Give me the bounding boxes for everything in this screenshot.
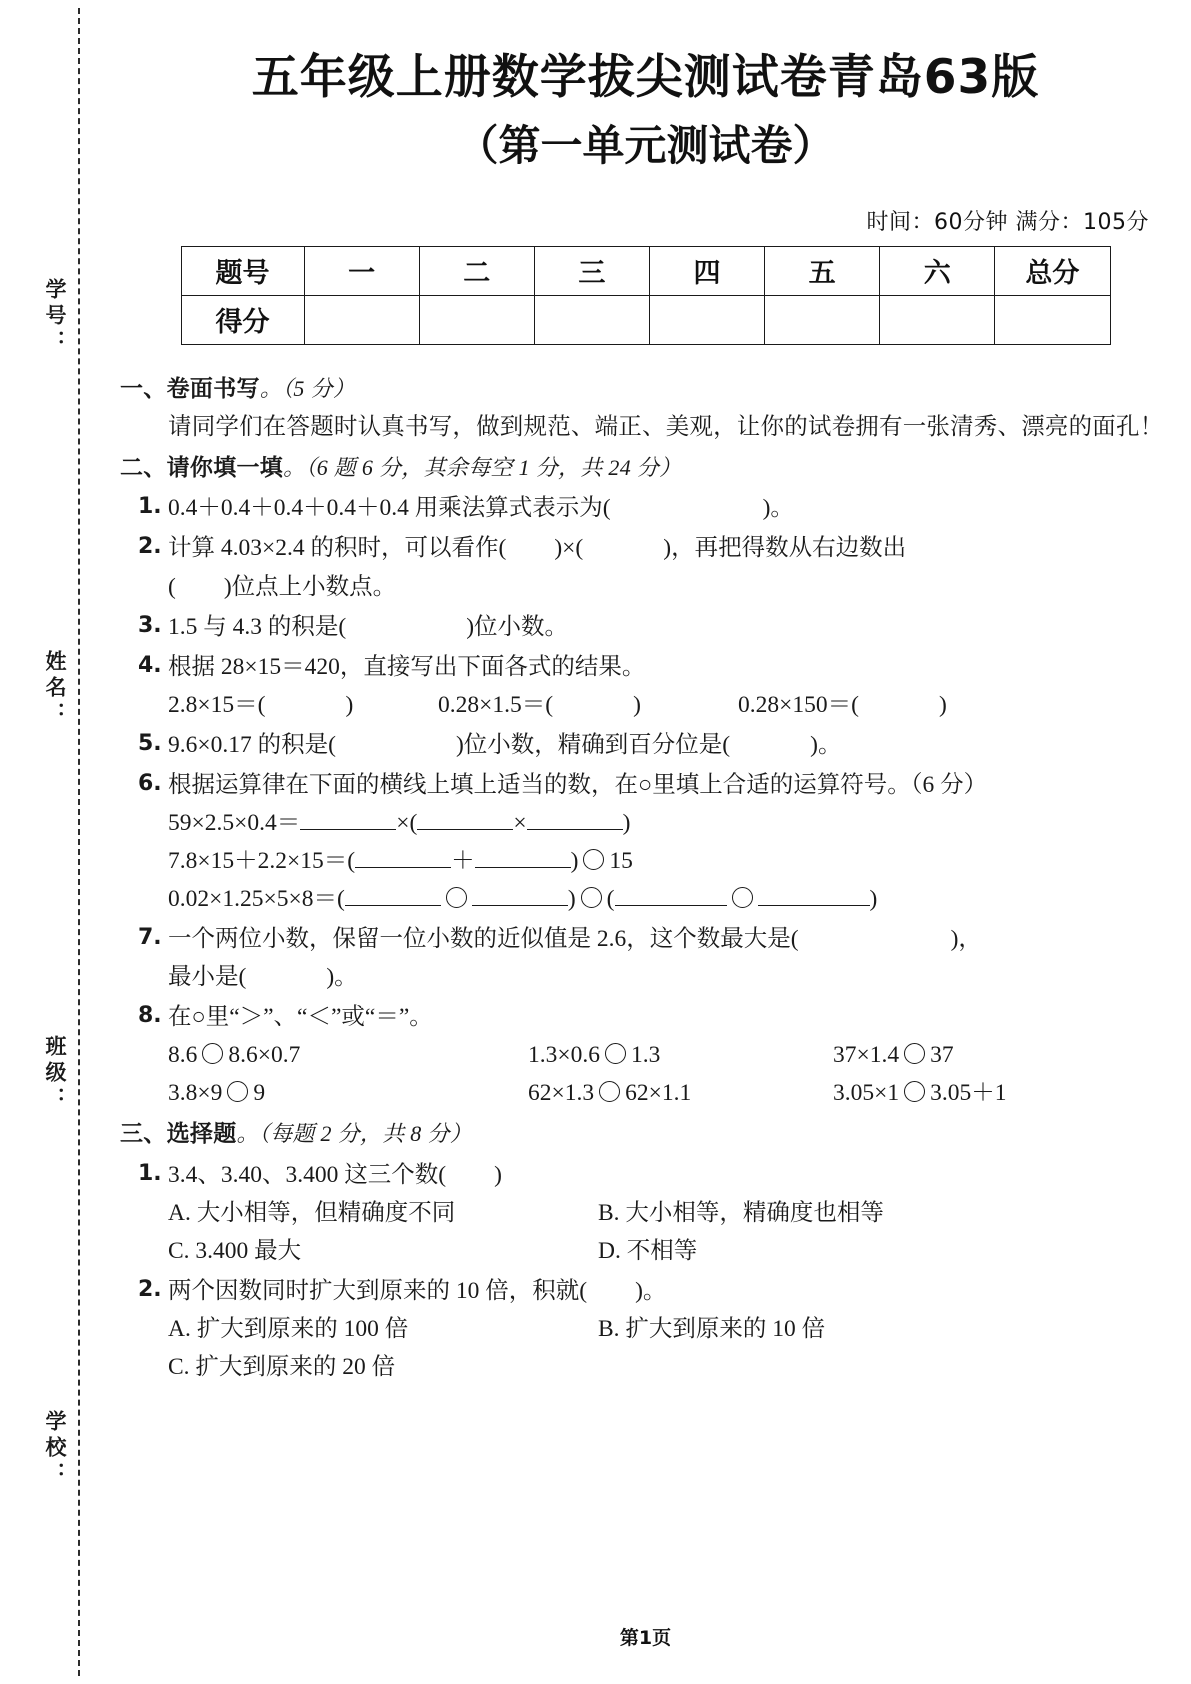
compare-pair-6 xyxy=(833,1074,1167,1112)
margin-label-student-id: 学号： xyxy=(43,278,67,356)
question-2-2-number: 2. xyxy=(138,534,162,560)
question-3-1-options-row-2 xyxy=(120,1232,1167,1270)
question-3-2-number: 2. xyxy=(138,1276,162,1302)
question-2-4-expr-3-close: ) xyxy=(938,691,947,718)
section-1-heading xyxy=(120,371,1167,408)
q6-e3-close2: ) xyxy=(869,886,878,912)
question-2-2-text-a: 计算 4.03×2.4 的积时，可以看作( xyxy=(168,535,507,562)
option-a[interactable]: A. 扩大到原来的 100 倍 xyxy=(168,1315,409,1342)
question-2-8 xyxy=(120,998,1167,1036)
question-2-1-text: 0.4＋0.4＋0.4＋0.4＋0.4 用乘法算式表示为( xyxy=(168,495,611,522)
comparison-circle[interactable] xyxy=(904,1081,925,1102)
answer-blank[interactable] xyxy=(355,867,451,868)
question-2-5 xyxy=(120,726,1167,764)
answer-blank[interactable] xyxy=(615,905,727,906)
table-row-scores xyxy=(181,295,1110,344)
question-2-2-text-c: )，再把得数从右边数出 xyxy=(663,535,907,562)
option-d[interactable]: D. 不相等 xyxy=(598,1237,698,1264)
question-2-2 xyxy=(120,529,1167,567)
compare-right-6: 3.05＋1 xyxy=(930,1080,1007,1107)
question-2-4-number: 4. xyxy=(138,652,162,678)
question-2-5-text-c: )。 xyxy=(810,731,842,758)
compare-pair-5 xyxy=(528,1074,833,1112)
score-table-row-label-1: 题号 xyxy=(181,246,304,295)
question-3-2-options-row-2 xyxy=(120,1348,1167,1386)
comparison-circle[interactable] xyxy=(904,1043,925,1064)
question-3-1-text: 3.4、3.40、3.400 这三个数( xyxy=(168,1161,447,1188)
question-2-4-expr-1: 2.8×15＝( xyxy=(168,691,266,718)
compare-pair-4 xyxy=(168,1074,528,1112)
question-2-4 xyxy=(120,648,1167,686)
question-2-8-text: 在○里“＞”、“＜”或“＝”。 xyxy=(168,1004,433,1031)
compare-left-2: 1.3×0.6 xyxy=(528,1042,601,1069)
compare-pair-1 xyxy=(168,1036,528,1074)
question-2-4-expressions xyxy=(120,686,1167,724)
option-c[interactable]: C. 扩大到原来的 20 倍 xyxy=(168,1353,396,1380)
question-2-4-expr-2-close: ) xyxy=(633,691,641,718)
question-2-6-expr-2 xyxy=(120,842,1167,880)
section-2-title: 二、请你填一填 xyxy=(120,455,284,482)
question-2-2-line2 xyxy=(120,568,1167,606)
section-2-points: 。（6 题 6 分，其余每空 1 分，共 24 分） xyxy=(283,455,682,481)
q6-e2-close: ) xyxy=(570,847,579,874)
question-2-4-expr-2-wrap xyxy=(438,686,738,724)
question-3-2-options-row-1 xyxy=(120,1310,1167,1348)
question-2-6-number: 6. xyxy=(138,770,162,796)
question-2-3-text-b: )位小数。 xyxy=(466,613,569,640)
score-cell-5[interactable] xyxy=(765,295,880,344)
option-a[interactable]: A. 大小相等，但精确度不同 xyxy=(168,1199,456,1226)
operator-circle[interactable] xyxy=(446,887,467,908)
question-2-6-text: 根据运算律在下面的横线上填上适当的数，在○里填上合适的运算符号。（6 分） xyxy=(168,771,988,798)
q6-e1-close: ) xyxy=(622,809,631,836)
score-table-col-2: 二 xyxy=(419,246,534,295)
q6-e2-lhs: 7.8×15＋2.2×15＝( xyxy=(168,847,356,874)
q6-e3-lhs: 0.02×1.25×5×8＝( xyxy=(168,886,345,912)
question-2-2-line2-b: )位点上小数点。 xyxy=(223,573,397,600)
question-2-5-text-b: )位小数，精确到百分位是( xyxy=(455,731,731,758)
section-3-heading xyxy=(120,1116,1167,1153)
question-2-6 xyxy=(120,766,1167,804)
margin-label-name: 姓名： xyxy=(43,650,67,728)
comparison-circle[interactable] xyxy=(605,1043,626,1064)
answer-blank[interactable] xyxy=(300,829,396,830)
question-2-7-text-a: 一个两位小数，保留一位小数的近似值是 2.6，这个数最大是( xyxy=(168,926,799,953)
compare-left-6: 3.05×1 xyxy=(833,1080,900,1107)
question-2-4-expr-1-close: ) xyxy=(345,691,354,718)
option-empty xyxy=(598,1348,1167,1386)
score-cell-6[interactable] xyxy=(880,295,995,344)
section-1-title: 一、卷面书写 xyxy=(120,375,260,402)
compare-left-1: 8.6 xyxy=(168,1042,198,1069)
question-3-2-text: 两个因数同时扩大到原来的 10 倍，积就( xyxy=(168,1277,588,1304)
option-c[interactable]: C. 3.400 最大 xyxy=(168,1237,302,1264)
section-2-heading xyxy=(120,450,1167,487)
section-3-points: 。（每题 2 分，共 8 分） xyxy=(236,1121,473,1147)
comparison-circle[interactable] xyxy=(599,1081,620,1102)
q6-e3-close: ) xyxy=(567,886,576,912)
question-2-7-text-b: )， xyxy=(950,926,982,953)
q6-e1-lhs: 59×2.5×0.4＝ xyxy=(168,809,301,836)
page-title: 五年级上册数学拔尖测试卷青岛63版 xyxy=(251,50,1040,105)
fold-dashed-line xyxy=(78,8,80,1676)
score-table-col-3: 三 xyxy=(534,246,649,295)
score-table-col-1: 一 xyxy=(304,246,419,295)
question-2-4-expr-2: 0.28×1.5＝( xyxy=(438,691,554,718)
score-table-row-label-2: 得分 xyxy=(181,295,304,344)
option-b[interactable]: B. 扩大到原来的 10 倍 xyxy=(598,1315,826,1342)
score-cell-1[interactable] xyxy=(304,295,419,344)
answer-blank[interactable] xyxy=(472,905,568,906)
question-2-1-number: 1. xyxy=(138,494,162,520)
answer-blank[interactable] xyxy=(345,905,441,906)
question-2-5-number: 5. xyxy=(138,730,162,756)
question-2-8-number: 8. xyxy=(138,1003,162,1029)
compare-right-1: 8.6×0.7 xyxy=(228,1042,301,1069)
answer-blank[interactable] xyxy=(758,905,870,906)
question-2-5-text-a: 9.6×0.17 的积是( xyxy=(168,731,336,758)
score-table xyxy=(181,246,1111,345)
question-2-4-expr-1-wrap xyxy=(168,686,438,724)
score-cell-4[interactable] xyxy=(649,295,764,344)
section-1-points: 。（5 分） xyxy=(259,375,356,401)
margin-label-class: 班级： xyxy=(43,1035,67,1113)
question-3-1 xyxy=(120,1156,1167,1194)
question-3-2-close: )。 xyxy=(635,1277,667,1304)
operator-circle[interactable] xyxy=(732,887,753,908)
left-margin-strip xyxy=(0,0,100,1684)
question-2-7 xyxy=(120,920,1167,958)
score-cell-total[interactable] xyxy=(995,295,1110,344)
q6-e2-tail: 15 xyxy=(609,847,633,874)
score-table-col-4: 四 xyxy=(649,246,764,295)
compare-right-3: 37 xyxy=(930,1042,954,1069)
score-table-col-total: 总分 xyxy=(995,246,1110,295)
compare-left-5: 62×1.3 xyxy=(528,1080,595,1107)
question-2-3 xyxy=(120,608,1167,646)
question-2-4-expr-3-wrap xyxy=(738,686,1167,724)
answer-blank[interactable] xyxy=(417,829,513,830)
question-2-7-line2-b: )。 xyxy=(326,964,358,991)
comparison-circle[interactable] xyxy=(202,1043,223,1064)
question-3-1-number: 1. xyxy=(138,1160,162,1186)
question-3-2 xyxy=(120,1272,1167,1310)
question-2-7-line2 xyxy=(120,958,1167,996)
question-2-3-text-a: 1.5 与 4.3 的积是( xyxy=(168,613,347,640)
q6-e1-op: × xyxy=(513,809,527,836)
compare-right-5: 62×1.1 xyxy=(625,1080,692,1107)
q6-e1-mid: ×( xyxy=(396,809,418,836)
score-cell-3[interactable] xyxy=(534,295,649,344)
operator-circle[interactable] xyxy=(581,887,602,908)
score-cell-2[interactable] xyxy=(419,295,534,344)
question-2-8-row-1 xyxy=(120,1036,1167,1074)
page-subtitle: （第一单元测试卷） xyxy=(456,120,835,170)
question-2-1 xyxy=(120,489,1167,527)
comparison-circle[interactable] xyxy=(227,1081,248,1102)
table-row-question-numbers xyxy=(181,246,1110,295)
compare-left-3: 37×1.4 xyxy=(833,1042,900,1069)
exam-paper-page xyxy=(100,0,1191,1684)
question-2-6-expr-3 xyxy=(120,880,1167,918)
score-table-col-5: 五 xyxy=(765,246,880,295)
margin-label-school: 学校： xyxy=(43,1410,67,1488)
operator-circle[interactable] xyxy=(583,849,604,870)
compare-right-2: 1.3 xyxy=(631,1042,661,1069)
exam-content xyxy=(100,345,1191,1386)
compare-pair-2 xyxy=(528,1036,833,1074)
answer-blank[interactable] xyxy=(475,867,571,868)
answer-blank[interactable] xyxy=(527,829,623,830)
compare-pair-3 xyxy=(833,1036,1167,1074)
q6-e3-open2: ( xyxy=(606,886,615,912)
page-number-footer: 第1页 xyxy=(619,1627,672,1649)
question-2-1-tail: )。 xyxy=(762,495,794,522)
q6-e2-op: ＋ xyxy=(451,847,475,874)
question-2-8-row-2 xyxy=(120,1074,1167,1112)
score-table-col-6: 六 xyxy=(880,246,995,295)
question-2-7-number: 7. xyxy=(138,925,162,951)
section-1-body: 请同学们在答题时认真书写，做到规范、端正、美观，让你的试卷拥有一张清秀、漂亮的面孔！ xyxy=(168,414,1164,441)
question-2-4-text: 根据 28×15＝420，直接写出下面各式的结果。 xyxy=(168,653,646,680)
section-3-title: 三、选择题 xyxy=(120,1121,237,1148)
question-2-6-expr-1 xyxy=(120,804,1167,842)
exam-meta-info: 时间：60分钟 满分：105分 xyxy=(866,209,1149,235)
question-2-2-line2-a: ( xyxy=(168,573,176,600)
question-3-1-options-row-1 xyxy=(120,1194,1167,1232)
question-2-7-line2-a: 最小是( xyxy=(168,964,247,991)
compare-right-4: 9 xyxy=(253,1080,266,1107)
question-2-4-expr-3: 0.28×150＝( xyxy=(738,691,859,718)
question-2-2-text-b: )×( xyxy=(554,535,584,562)
option-b[interactable]: B. 大小相等，精确度也相等 xyxy=(598,1199,884,1226)
question-2-3-number: 3. xyxy=(138,612,162,638)
compare-left-4: 3.8×9 xyxy=(168,1080,223,1107)
question-3-1-close: ) xyxy=(494,1161,502,1188)
